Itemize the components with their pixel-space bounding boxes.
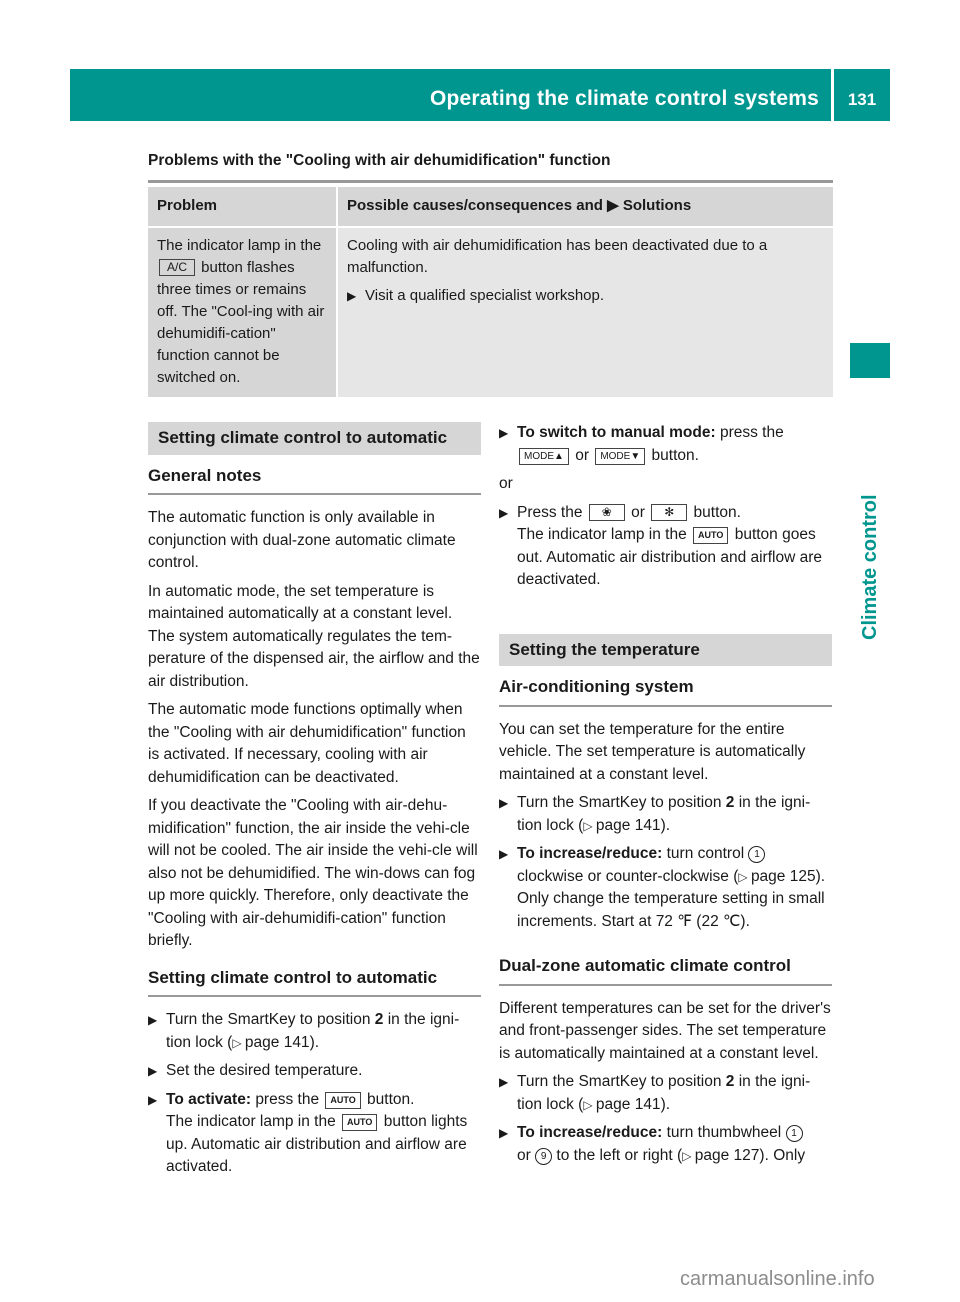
- step-text: ).: [660, 816, 671, 834]
- paragraph: You can set the temperature for the entire vehicle. The set temperature is automatically maintained at a constant level.: [499, 720, 806, 783]
- problem-cell: [148, 227, 337, 397]
- side-tab-label: Climate control: [859, 494, 881, 640]
- thumbwheel-number-icon: 1: [786, 1125, 803, 1142]
- arrow-icon: ▶: [499, 505, 509, 520]
- arrow-icon: ▶: [499, 1075, 509, 1089]
- problems-table-title: Problems with the "Cooling with air dehumidification" function: [148, 152, 833, 183]
- step-activate: [148, 1089, 481, 1179]
- step-text: Turn the SmartKey to position: [517, 794, 722, 811]
- paragraph: Different temperatures can be set for the driver's and front-passenger sides. The set temperature is automatically maintained at a constant level.: [499, 999, 831, 1062]
- position-number: 2: [725, 794, 735, 811]
- position-number: 2: [374, 1011, 384, 1028]
- subheading-dual-zone: Dual-zone automatic climate control: [499, 955, 832, 986]
- step-text: Turn the SmartKey to position: [517, 1073, 722, 1090]
- auto-button-icon: AUTO: [342, 1114, 377, 1131]
- section-title-temperature: Setting the temperature: [499, 634, 832, 667]
- table-header-row: [148, 187, 833, 227]
- left-column: [148, 422, 481, 1185]
- arrow-icon: ▶: [148, 1064, 158, 1078]
- mode-down-button-icon: MODE▼: [595, 448, 645, 465]
- solution-text: Visit a qualified specialist workshop.: [365, 287, 605, 304]
- step-text: or: [575, 446, 590, 464]
- mode-up-button-icon: MODE▲: [519, 448, 569, 465]
- page-ref-link[interactable]: page 127: [694, 1146, 760, 1164]
- step-text: press the: [255, 1090, 320, 1108]
- step-text: ).: [660, 1095, 671, 1113]
- arrow-icon: ▶: [347, 289, 357, 303]
- step-smartkey: [499, 1071, 832, 1116]
- table-row: [148, 227, 833, 397]
- step-text: in the igni-tion lock (: [517, 794, 811, 834]
- page-ref-triangle-icon: ▷: [682, 1148, 695, 1163]
- chapter-title: Operating the climate control systems: [429, 87, 819, 110]
- paragraph: In automatic mode, the set temperature is maintained automatically at a constant level. The system automatically regulates the tem-perature of the dispensed air, the airflow and the air distribution.: [148, 582, 480, 690]
- step-increase-reduce: [499, 1122, 832, 1167]
- step-text: Set the desired temperature.: [166, 1062, 363, 1079]
- page-number: 131: [847, 90, 877, 109]
- step-text: button.: [693, 503, 741, 521]
- problem-text-cont: button flashes three times or remains off. The "Cool-ing with air dehumidifi-cation" function cannot be switched on.: [157, 259, 325, 386]
- arrow-icon: ▶: [148, 1092, 158, 1107]
- column-header-causes-label: Possible causes/consequences and: [347, 197, 603, 214]
- step-text: in the igni-tion lock (: [517, 1073, 811, 1113]
- page-header: [70, 69, 890, 121]
- problems-table: [148, 187, 833, 397]
- page-ref-link[interactable]: page 125: [750, 867, 816, 885]
- paragraph: The automatic function is only available in conjunction with dual-zone automatic climate control.: [148, 509, 456, 571]
- step-label: To switch to manual mode:: [517, 424, 716, 441]
- step-text: ). Only change the temperature setting in small increments. Start at 72 ℉ (22 ℃).: [517, 867, 826, 930]
- fan-decrease-button-icon: ✻: [651, 504, 687, 521]
- step-label: To increase/reduce:: [517, 1124, 663, 1141]
- step-text: press the: [719, 424, 784, 441]
- paragraph: The automatic mode functions optimally when the "Cooling with air dehumidification" function is activated. If necessary, cooling with air dehumidification can be deactivated.: [148, 701, 466, 786]
- step-label: To increase/reduce:: [517, 845, 663, 862]
- or-text: or: [499, 475, 513, 492]
- step-text: or: [631, 503, 645, 521]
- step-manual-mode: [499, 422, 832, 467]
- page-ref-triangle-icon: ▷: [583, 1097, 596, 1112]
- thumbwheel-number-icon: 9: [535, 1148, 552, 1165]
- arrow-icon: ▶: [499, 426, 509, 440]
- control-number-icon: 1: [748, 846, 765, 863]
- right-column: [499, 422, 832, 1173]
- step-label: To activate:: [166, 1090, 251, 1108]
- position-number: 2: [725, 1073, 735, 1090]
- column-header-problem: Problem: [148, 187, 337, 227]
- page-ref-link[interactable]: page 141: [595, 816, 661, 834]
- paragraph: If you deactivate the "Cooling with air-dehu-midification" function, the air inside the vehi-cle will not be cooled. The air inside the vehi-cle will also not be dehumidified. The win-dows can fog up more quickly. Therefore, only deactivate the "Cooling with air-dehumidifi-cation" function briefly.: [148, 797, 478, 949]
- page-ref-triangle-icon: ▷: [232, 1035, 245, 1050]
- side-tab-marker: [850, 343, 890, 378]
- step-text: button lights up. Automatic air distribution and airflow are activated.: [166, 1113, 468, 1175]
- step-text: turn control: [666, 845, 745, 862]
- section-title-automatic: Setting climate control to automatic: [148, 422, 481, 455]
- fan-increase-button-icon: ❀: [589, 504, 625, 521]
- arrow-icon: ▶: [607, 197, 619, 214]
- step-text: to the left or right (: [556, 1146, 683, 1164]
- ac-button-icon: A/C: [159, 259, 195, 276]
- step-text: Press the: [517, 503, 583, 521]
- step-text: button goes out. Automatic air distribution and airflow are deactivated.: [517, 526, 822, 588]
- step-text: The indicator lamp in the: [517, 526, 687, 543]
- page-ref-triangle-icon: ▷: [583, 818, 596, 833]
- solution-step: [347, 285, 824, 307]
- arrow-icon: ▶: [499, 796, 509, 810]
- arrow-icon: ▶: [148, 1013, 158, 1027]
- subheading-ac-system: Air-conditioning system: [499, 676, 832, 707]
- step-text: turn thumbwheel: [666, 1124, 782, 1141]
- problem-text: The indicator lamp in the: [157, 237, 322, 254]
- step-fan-buttons: [499, 502, 832, 592]
- subheading-setting-auto: Setting climate control to automatic: [148, 967, 481, 998]
- subheading-general-notes: General notes: [148, 465, 481, 496]
- cause-cell: [337, 227, 833, 397]
- auto-button-icon: AUTO: [693, 527, 728, 544]
- step-text: or: [517, 1146, 531, 1164]
- step-text: in the igni-tion lock (: [166, 1011, 460, 1051]
- cause-text: Cooling with air dehumidification has been deactivated due to a malfunction.: [347, 237, 768, 276]
- page-ref-triangle-icon: ▷: [738, 869, 751, 884]
- column-header-solutions-label: Solutions: [622, 197, 692, 214]
- step-text: clockwise or counter-clockwise (: [517, 867, 739, 885]
- page-ref-link[interactable]: page 141: [244, 1033, 310, 1051]
- watermark: carmanualsonline.info: [680, 1268, 875, 1290]
- page-ref-link[interactable]: page 141: [595, 1095, 661, 1113]
- step-set-temperature: [148, 1060, 481, 1083]
- step-text: button.: [367, 1090, 415, 1108]
- step-increase-reduce: [499, 843, 832, 933]
- step-smartkey: [148, 1009, 481, 1054]
- step-smartkey: [499, 792, 832, 837]
- auto-button-icon: AUTO: [325, 1092, 360, 1109]
- step-text: The indicator lamp in the: [166, 1113, 336, 1130]
- step-text: ). Only: [759, 1146, 806, 1164]
- step-text: Turn the SmartKey to position: [166, 1011, 371, 1028]
- step-text: button.: [651, 446, 699, 464]
- step-text: ).: [309, 1033, 320, 1051]
- arrow-icon: ▶: [499, 847, 509, 861]
- column-header-causes: [337, 187, 833, 227]
- arrow-icon: ▶: [499, 1126, 509, 1140]
